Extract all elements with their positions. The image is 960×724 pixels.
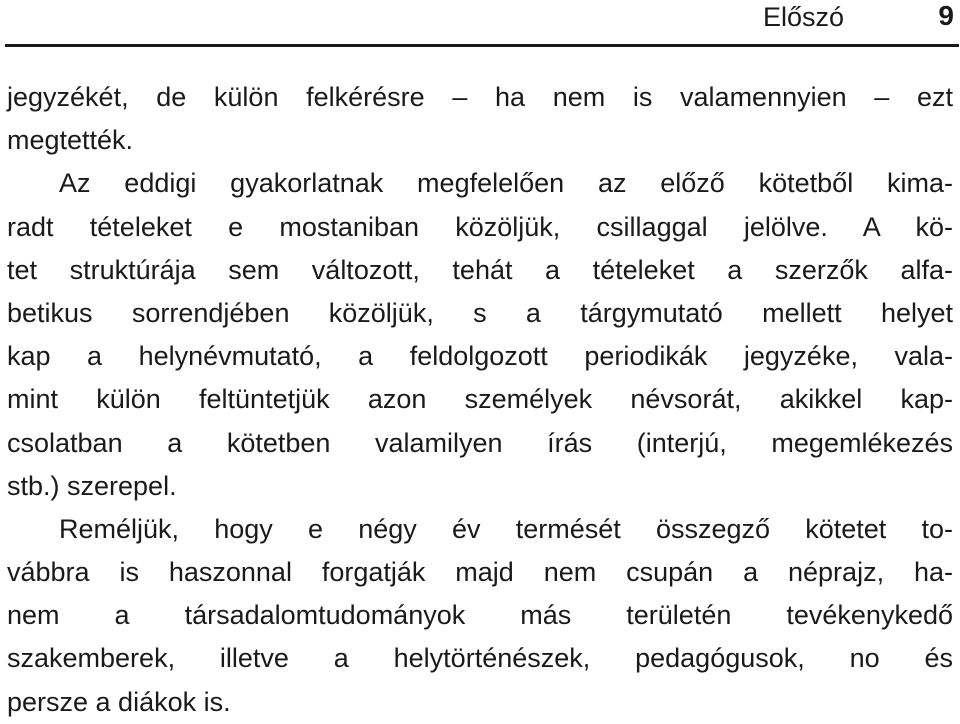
text-line: szakemberek, illetve a helytörténészek, pedagógusok, no és bbox=[7, 643, 953, 674]
text-line: megtették. bbox=[7, 125, 134, 156]
text-line: nem a társadalomtudományok más területén tevékenykedő bbox=[7, 600, 953, 631]
page-number: 9 bbox=[938, 0, 954, 31]
text-line: Az eddigi gyakorlatnak megfelelően az előző kötetből kima- bbox=[59, 168, 953, 199]
text-line: radt tételeket e mostaniban közöljük, csillaggal jelölve. A kö- bbox=[7, 211, 953, 242]
header-rule bbox=[5, 44, 959, 47]
body-text bbox=[7, 76, 953, 724]
text-line: csolatban a kötetben valamilyen írás (interjú, megemlékezés bbox=[7, 427, 953, 458]
text-line: stb.) szerepel. bbox=[7, 470, 177, 501]
text-line: persze a diákok is. bbox=[7, 686, 231, 717]
section-title: Előszó bbox=[762, 2, 844, 32]
text-line: betikus sorrendjében közöljük, s a tárgymutató mellett helyet bbox=[7, 297, 953, 328]
text-line: jegyzékét, de külön felkérésre – ha nem is valamennyien – ezt bbox=[7, 82, 953, 112]
text-line: tet struktúrája sem változott, tehát a tételeket a szerzők alfa- bbox=[7, 254, 953, 285]
text-line: kap a helynévmutató, a feldolgozott periodikák jegyzéke, vala- bbox=[7, 341, 953, 372]
text-line: vábbra is haszonnal forgatják majd nem csupán a néprajz, ha- bbox=[7, 557, 953, 588]
text-line: mint külön feltüntetjük azon személyek névsorát, akikkel kap- bbox=[7, 384, 953, 415]
text-line: Reméljük, hogy e négy év termését összegző kötetet to- bbox=[59, 513, 953, 544]
running-header bbox=[0, 0, 960, 46]
